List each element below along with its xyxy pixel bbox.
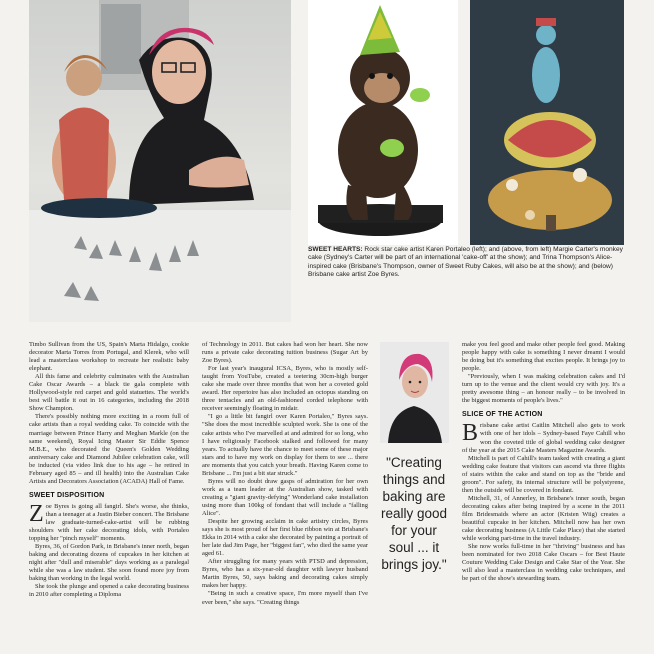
photo-karen-portaleo-art — [29, 0, 291, 322]
article-column-1 — [29, 341, 189, 599]
photo-zoe-byres-art — [380, 342, 449, 443]
paragraph: "Previously, when I was making celebration cakes and I'd turn up to the venue and the client would cry with joy. It's a pretty awesome thing – an honour really – to be involved in the biggest moments of people's lives." — [462, 373, 625, 405]
article-column-2 — [202, 341, 368, 607]
paragraph: make you feel good and make other people feel good. Making people happy with cake is something I never dreamt I would be doing but it's something that excites people. It brings joy to people. — [462, 341, 625, 373]
caption-text: Rock star cake artist Karen Portaleo (left); and (above, from left) Margie Carter's monkey cake (Sydney's Carter will be part of an international 'cake-off' at the show); and Trina Thompson's Alice-inspired cake (Brisbane's Thompson, owner of Sweet Ruby Cakes, will also be at the show); and (below) Brisbane cake artist Zoe Byres. — [308, 246, 623, 279]
dropcap-paragraph-text: oe Byres is going all fangirl. She's worse, she thinks, than a teenager at a Justin Bieber concert. The Brisbane law graduate-turned-cake-artist will be rubbing shoulders with her cake decorating idols, with Portaleo topping her "pinch myself" moments. — [29, 502, 189, 543]
photo-zoe-byres — [380, 342, 449, 443]
pull-quote: "Creating things and baking are really good for your soul ... it brings joy." — [380, 455, 448, 572]
paragraph: All this fame and celebrity culminates with the Australian Cake Oscar Awards – a black tie gala complete with Hollywood-style red carpet and gold statuettes. The world's best will battle it out in 16 categories, including the 2018 Show Champion. — [29, 373, 189, 413]
paragraph: Timbo Sullivan from the US, Spain's Marta Hidalgo, cookie decorator Marta Torres from Portugal, and Klerek, who will lead a masterclass workshop to recreate her realistic baby elephant. — [29, 341, 189, 373]
paragraph: Mitchell is part of Cahill's team tasked with creating a giant wedding cake feature that visitors can ascend via three flights of stairs within the cake and stand on top as the "bride and groom". For safety, its internal structure will be polystyrene, then the outside will be covered in fondant. — [462, 454, 625, 494]
photo-karen-portaleo — [29, 0, 291, 322]
paragraph: Byres will no doubt draw gasps of admiration for her own work as a team leader at the Australian show, tasked with creating a "giant gravity-defying" Wonderland cake installation using more than 100kg of fondant that will include a "falling Alice". — [202, 477, 368, 517]
drop-cap: Z — [29, 500, 44, 527]
subhead-slice-of-the-action: SLICE OF THE ACTION — [462, 411, 543, 419]
paragraph: For last year's inaugural ICSA, Byres, who is mostly self-taught from YouTube, created a teetering 30cm-high burger cake she made over three months that won her a coveted gold award. Her repertoire has also included an octopus standing on three tentacles and an old-fashioned corded telephone with receiver seemingly floating in midair. — [202, 365, 368, 413]
paragraph: "Being in such a creative space, I'm more myself than I've ever been," she says. "Creating things — [202, 590, 368, 606]
paragraph: Byres, 36, of Gordon Park, in Brisbane's inner north, began baking and decorating dozens of cupcakes in her kitchen at night after "dull and miserable" days working as a paralegal while she was a law student. She soon found more joy from baking than working in the legal world. — [29, 543, 189, 583]
paragraph-dropcap — [462, 422, 625, 454]
paragraph: "I go a little bit fangirl over Karen Portaleo," Byres says. "She does the most incredible sculpted work. She is one of the cake artists who I've marvelled at and admired for so long, who I have religiously Facebook stalked and followed for many years. To actually have the chance to meet some of these major stars and to have my work on display for them to see ... there are moments that you catch your breath. Having Karen come to Brisbane ... I'm just a bit star struck." — [202, 413, 368, 477]
paragraph: Mitchell, 31, of Annerley, in Brisbane's inner south, began decorating cakes after being inspired by a scene in the 2011 film Bridesmaids where an actor (Kristen Wiig) creates a beautiful cupcake in her kitchen. Mitchell now has her own cake decorating business (A Little Cake Place) that she started while working part-time in the travel industry. — [462, 494, 625, 543]
dropcap-paragraph-text: risbane cake artist Caitlin Mitchell also gets to work with one of her idols – Sydney-based Faye Cahill who won the coveted title of global wedding cake designer of the year at the 2015 Cake Masters Magazine Awards. — [462, 422, 625, 454]
paragraph: She now works full-time in her "thriving" business and has been nominated for two 2018 Cake Oscars – for Best Haute Couture Wedding Cake Design and Cake Star of the Year. She will also lead a masterclass in wedding cake techniques, and be part of the show's stewarding team. — [462, 543, 625, 583]
article-column-4 — [462, 341, 625, 583]
paragraph: There's possibly nothing more exciting in a room full of cake artists than a royal wedding cake. To coincide with the marriage between Prince Harry and Meghan Markle (on the same weekend), Royal Icing Master Sir Eddie Spence M.B.E., who decorated the Queen's Golden Wedding anniversary cake and Diamond Jubilee celebration cake, will be inducted (via video link due to his age – he retired in February aged 85 – and ill health) into the Australian Cake Artists and Decorators Association (ACADA) Hall of Fame. — [29, 413, 189, 485]
photo-alice-cake-art — [470, 0, 624, 245]
paragraph-dropcap — [29, 500, 189, 543]
caption-lead: SWEET HEARTS: — [308, 246, 363, 253]
paragraph: She took the plunge and opened a cake decorating business in 2010 after completing a Diploma — [29, 583, 189, 599]
paragraph: Despite her growing acclaim in cake artistry circles, Byres says she is most proud of her first blue ribbon win at Brisbane's Ekka in 2014 with a cake she decorated by painting a portrait of her late dad Jim Page, her "biggest fan", who died the same year aged 61. — [202, 518, 368, 558]
photo-monkey-cake — [308, 0, 458, 245]
subhead-sweet-disposition: SWEET DISPOSITION — [29, 491, 105, 499]
paragraph: After struggling for many years with PTSD and depression, Byres, who has a six-year-old daughter with lawyer husband Martin Byres, 50, says baking and decorating cakes simply makes her happy. — [202, 558, 368, 590]
drop-cap: B — [462, 420, 479, 447]
paragraph: of Technology in 2011. But cakes had won her heart. She now runs a private cake decorating tuition business (Sugar Art by Zoe Byres). — [202, 341, 368, 365]
photo-caption — [308, 246, 624, 280]
photo-monkey-cake-art — [308, 0, 458, 245]
photo-alice-cake — [470, 0, 624, 245]
